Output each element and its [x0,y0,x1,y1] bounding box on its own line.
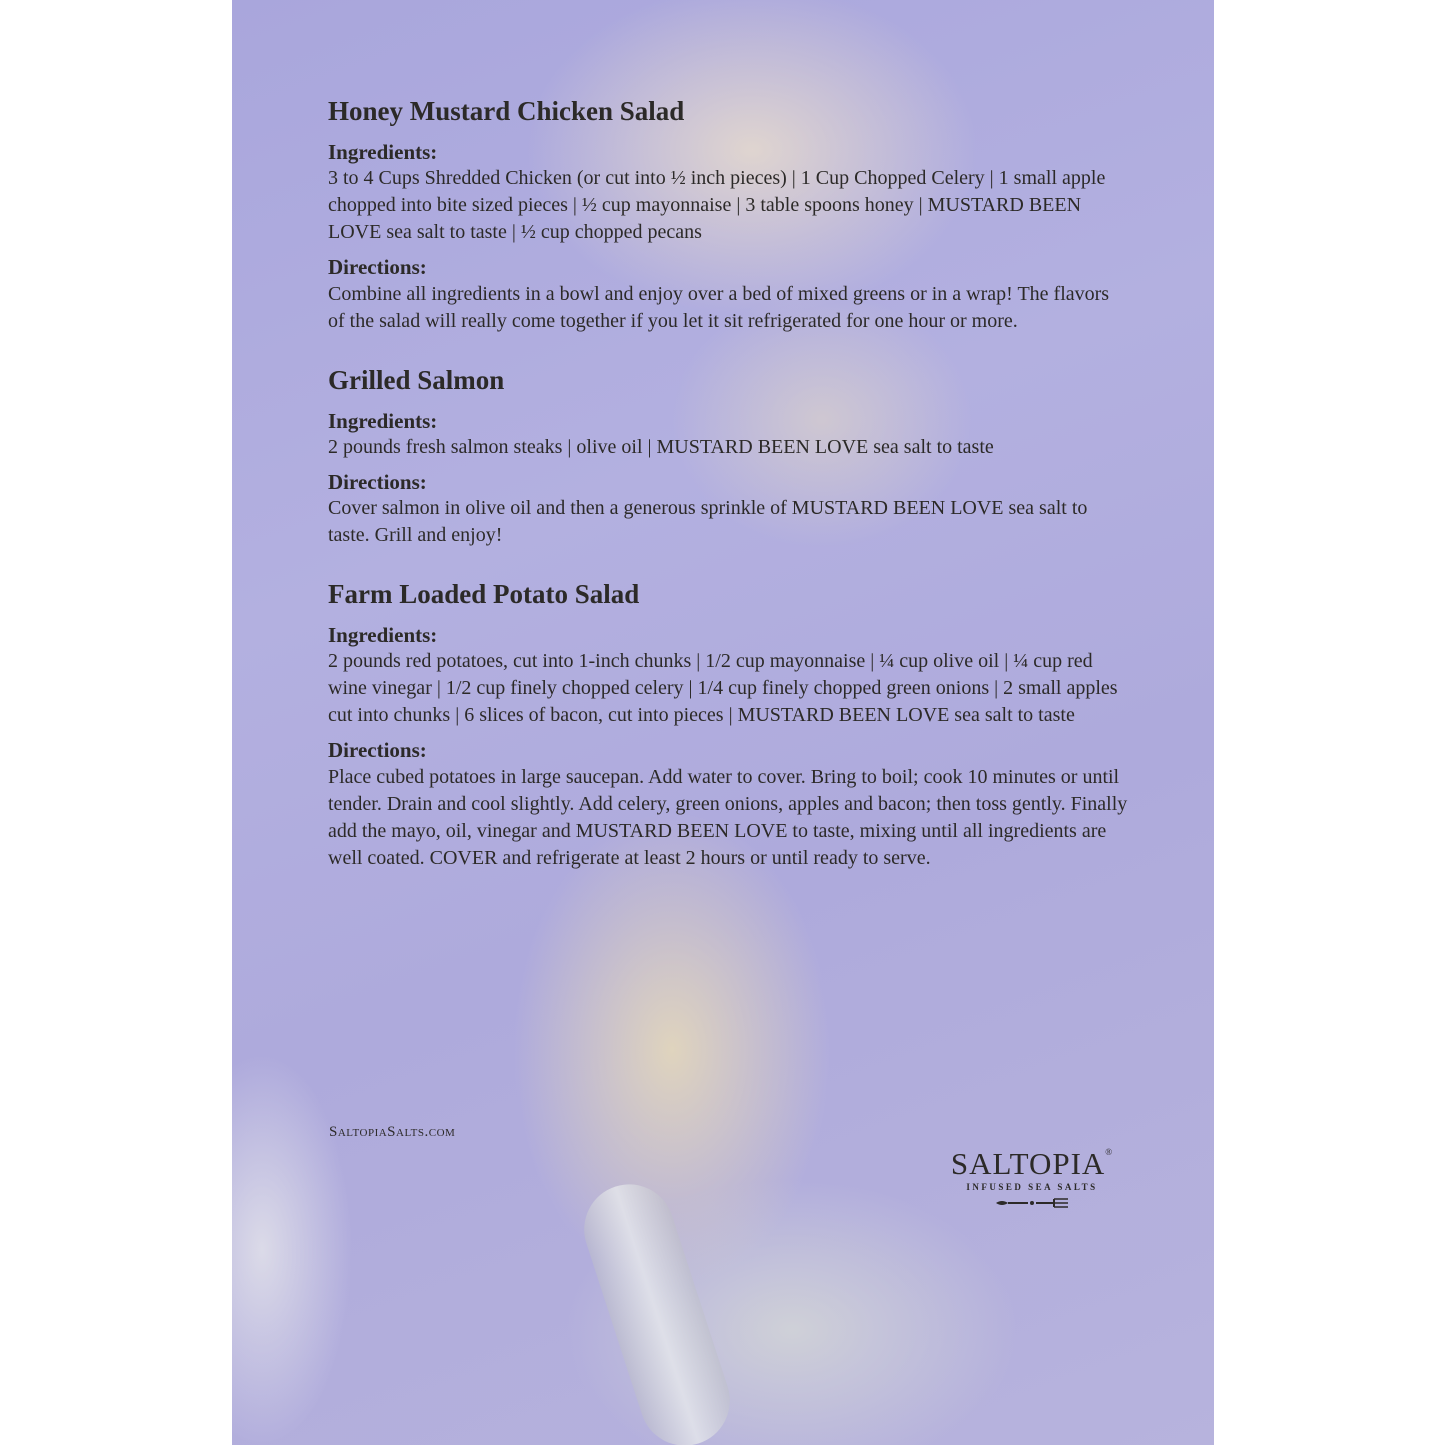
logo-tagline: INFUSED SEA SALTS [966,1182,1098,1192]
directions-text: Place cubed potatoes in large saucepan. Add water to cover. Bring to boil; cook 10 minutes or until tender. Drain and cool slightly. Add celery, green onions, apples and bacon; then toss gently. Finally add the mayo, oil, vinegar and MUSTARD BEEN LOVE to taste, mixing until all ingredients are well coated. COVER and refrigerate at least 2 hours or until ready to serve. [328,765,1128,869]
ingredients-text: 2 pounds fresh salmon steaks | olive oil | MUSTARD BEEN LOVE sea salt to taste [328,435,994,458]
directions-label: Directions: [328,469,427,494]
recipe-title: Farm Loaded Potato Salad [328,579,640,610]
ingredients-label: Ingredients: [328,140,438,165]
recipe-title: Honey Mustard Chicken Salad [328,96,685,126]
directions-label: Directions: [328,255,427,280]
directions-text: Combine all ingredients in a bowl and enjoy over a bed of mixed greens or in a wrap! The flavors of the salad will really come together if you let it sit refrigerated for one hour or more. [328,282,1110,332]
logo-name-text: SALTOPIA [950,1146,1106,1181]
directions-text: Cover salmon in olive oil and then a generous sprinkle of MUSTARD BEEN LOVE sea salt to taste. Grill and enjoy! [328,497,1088,547]
recipe-honey-mustard-chicken-salad [328,96,1128,335]
recipe-farm-loaded-potato-salad [328,579,1128,872]
recipe-list [328,96,1128,902]
registered-mark: ® [1105,1147,1114,1157]
utensils-icon [992,1196,1072,1210]
ingredients-text: 2 pounds red potatoes, cut into 1-inch chunks | 1/2 cup mayonnaise | ¼ cup olive oil | ¼ cup red wine vinegar | 1/2 cup finely chopped celery | 1/4 cup finely chopped green onions | 2 small apples cut into chunks | 6 slices of bacon, cut into pieces | MUSTARD BEEN LOVE sea salt to taste [328,650,1118,727]
directions-label: Directions: [328,738,427,763]
ingredients-text: 3 to 4 Cups Shredded Chicken (or cut into ½ inch pieces) | 1 Cup Chopped Celery | 1 small apple chopped into bite sized pieces | ½ cup mayonnaise | 3 table spoons honey | MUSTARD BEEN LOVE sea salt to taste | ½ cup chopped pecans [328,167,1106,244]
logo-wordmark [937,1148,1127,1179]
ingredients-label: Ingredients: [328,623,438,648]
saltopia-logo [937,1148,1127,1210]
spoon-photo-background [572,1173,741,1445]
recipe-grilled-salmon [328,365,1128,550]
recipe-title: Grilled Salmon [328,364,505,395]
ingredients-label: Ingredients: [328,408,438,433]
recipe-card [232,0,1214,1445]
website-url: SaltopiaSalts.com [329,1124,456,1140]
